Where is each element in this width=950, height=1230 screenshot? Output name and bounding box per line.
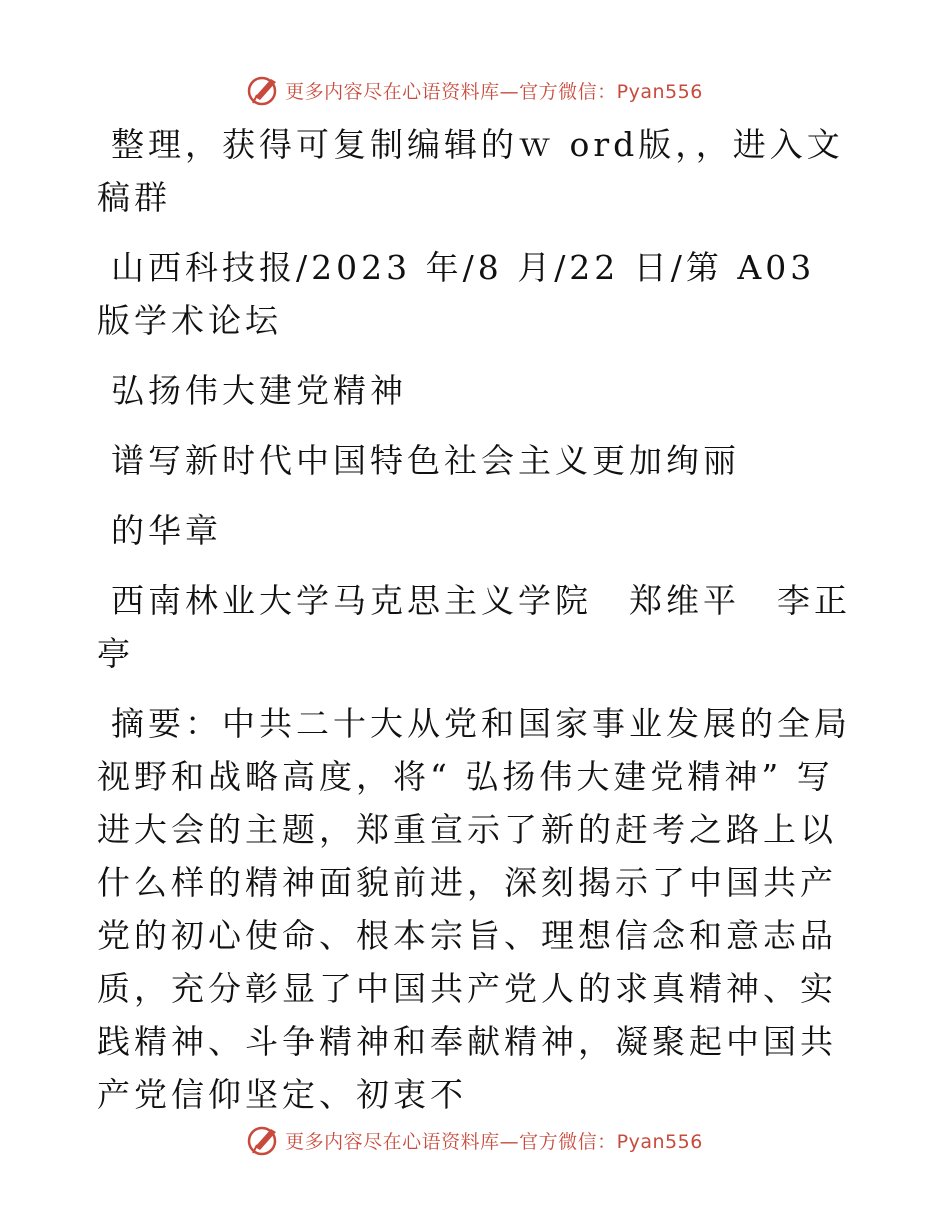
document-body <box>97 118 857 1138</box>
intro-paragraph: 整理，获得可复制编辑的ｗ ord版，，进入文稿群 <box>97 125 844 217</box>
watermark-text: 更多内容尽在心语资料库—官方微信：Pyan556 <box>285 1130 703 1153</box>
quill-pen-logo-icon <box>247 73 281 107</box>
article-title-line-2: 谱写新时代中国特色社会主义更加绚丽 <box>111 441 740 480</box>
watermark-text: 更多内容尽在心语资料库—官方微信：Pyan556 <box>285 80 703 103</box>
author-line: 西南林业大学马克思主义学院 郑维平 李正亭 <box>97 581 851 673</box>
quill-pen-logo-icon <box>247 1123 281 1157</box>
footer-watermark-banner <box>0 1120 950 1160</box>
header-watermark-banner <box>0 70 950 110</box>
article-title-line-3: 的华章 <box>111 511 222 550</box>
article-title-line-1: 弘扬伟大建党精神 <box>111 371 407 410</box>
abstract-paragraph: 摘要：中共二十大从党和国家事业发展的全局视野和战略高度，将“ 弘扬伟大建党精神” 写进大会的主题，郑重宣示了新的赶考之路上以什么样的精神面貌前进，深刻揭示了中国共产党的初心使命、根本宗旨、理想信念和意志品质，充分彰显了中国共产党人的求真精神、实践精神、斗争精神和奉献精神，凝聚起中国共产党信仰坚定、初衷不 <box>97 704 851 1114</box>
source-line: 山西科技报/2023 年/8 月/22 日/第 A03 版学术论坛 <box>97 248 816 340</box>
